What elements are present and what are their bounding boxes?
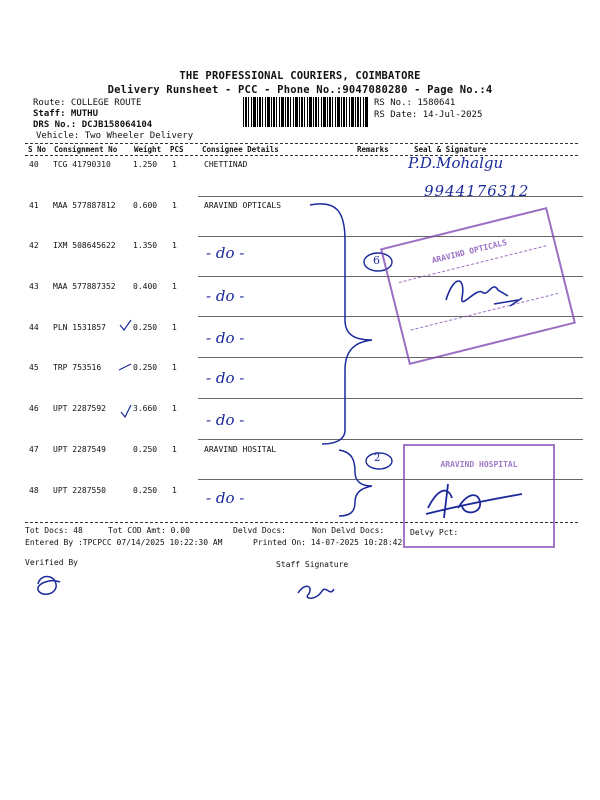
row-consignment: UPT 2287592	[53, 404, 106, 413]
row-weight: 1.250	[133, 160, 158, 169]
row-pcs: 1	[172, 201, 177, 210]
row-weight: 0.400	[133, 282, 158, 291]
row-sno: 43	[29, 282, 39, 291]
row-weight: 1.350	[133, 241, 158, 250]
row-weight: 0.250	[133, 323, 158, 332]
row-consignee: ARAVIND OPTICALS	[204, 201, 282, 210]
row-pcs: 1	[172, 160, 177, 169]
delivered-docs: Delvd Docs:	[233, 526, 286, 535]
row-consignment: PLN 1531857	[53, 323, 106, 332]
row-sno: 45	[29, 363, 39, 372]
row-pcs: 1	[172, 445, 177, 454]
col-consignee: Consignee Details	[202, 145, 279, 154]
row-weight: 0.250	[133, 445, 158, 454]
row-weight: 0.250	[133, 363, 158, 372]
row-consignment: MAA 577887352	[53, 282, 116, 291]
row-weight: 3.660	[133, 404, 158, 413]
staff-signature	[292, 577, 342, 605]
row-consignee: ARAVIND HOSITAL	[204, 445, 277, 454]
row-consignment: TRP 753516	[53, 363, 102, 372]
printed-on: Printed On: 14-07-2025 10:28:42	[253, 538, 403, 547]
row-sno: 41	[29, 201, 39, 210]
delivery-pct: Delvy Pct:	[410, 528, 459, 537]
row-pcs: 1	[172, 282, 177, 291]
runsheet-subtitle: Delivery Runsheet - PCC - Phone No.:9047080280 - Page No.:4	[107, 84, 493, 96]
row-consignment: IXM 508645622	[53, 241, 116, 250]
col-consignment: Consignment No	[54, 145, 118, 154]
row-pcs: 1	[172, 363, 177, 372]
col-seal-signature: Seal & Signature	[414, 145, 487, 154]
row-weight: 0.600	[133, 201, 158, 210]
ditto-mark: - do -	[206, 369, 245, 387]
row-sno: 47	[29, 445, 39, 454]
row-weight: 0.250	[133, 486, 158, 495]
count-two-mark: 2	[374, 453, 381, 464]
rs-number: RS No.: 1580641	[374, 98, 456, 108]
verified-by-label: Verified By	[25, 558, 78, 567]
handwritten-phone-number: 9944176312	[424, 182, 530, 200]
company-title: THE PROFESSIONAL COURIERS, COIMBATORE	[179, 70, 421, 82]
row-sno: 48	[29, 486, 39, 495]
staff-label: Staff: MUTHU	[33, 109, 99, 119]
row-pcs: 1	[172, 241, 177, 250]
stamp-text: ARAVIND OPTICALS	[430, 237, 508, 266]
ditto-mark: - do -	[206, 287, 245, 305]
row-consignment: TCG 41790310	[53, 160, 111, 169]
row-consignment: MAA 577887812	[53, 201, 116, 210]
row-pcs: 1	[172, 323, 177, 332]
row-sno: 44	[29, 323, 39, 332]
entered-by: Entered By :TPCPCC 07/14/2025 10:22:30 AM	[25, 538, 223, 547]
drs-number: DRS No.: DCJB158064104	[33, 120, 153, 130]
recipient-signature-2	[418, 478, 528, 523]
non-delivered-docs: Non Delvd Docs:	[312, 526, 385, 535]
row-consignee: CHETTINAD	[204, 160, 248, 169]
total-docs: Tot Docs: 48	[25, 526, 83, 535]
count-six-mark: 6	[373, 254, 380, 267]
ditto-mark: - do -	[206, 329, 245, 347]
handwritten-recipient-name: P.D.Mohalgu	[408, 154, 504, 172]
col-remarks: Remarks	[357, 145, 389, 154]
col-pcs: PCS	[170, 145, 184, 154]
ditto-mark: - do -	[206, 411, 245, 429]
ditto-mark: - do -	[206, 244, 245, 262]
row-consignment: UPT 2287549	[53, 445, 106, 454]
row-sno: 40	[29, 160, 39, 169]
staff-signature-label: Staff Signature	[276, 560, 349, 569]
verified-by-signature	[30, 570, 70, 600]
col-weight: Weight	[134, 145, 162, 154]
rs-date: RS Date: 14-Jul-2025	[374, 110, 483, 120]
row-consignment: UPT 2287550	[53, 486, 106, 495]
col-sno: S No	[28, 145, 47, 154]
route-label: Route: COLLEGE ROUTE	[33, 98, 142, 108]
ditto-mark: - do -	[206, 489, 245, 507]
total-cod-amount: Tot COD Amt: 0.00	[108, 526, 190, 535]
row-sno: 42	[29, 241, 39, 250]
vehicle-label: Vehicle: Two Wheeler Delivery	[36, 131, 194, 141]
row-sno: 46	[29, 404, 39, 413]
row-pcs: 1	[172, 404, 177, 413]
recipient-signature-1	[440, 270, 530, 320]
row-pcs: 1	[172, 486, 177, 495]
stamp-text: ARAVIND HOSPITAL	[440, 460, 518, 469]
